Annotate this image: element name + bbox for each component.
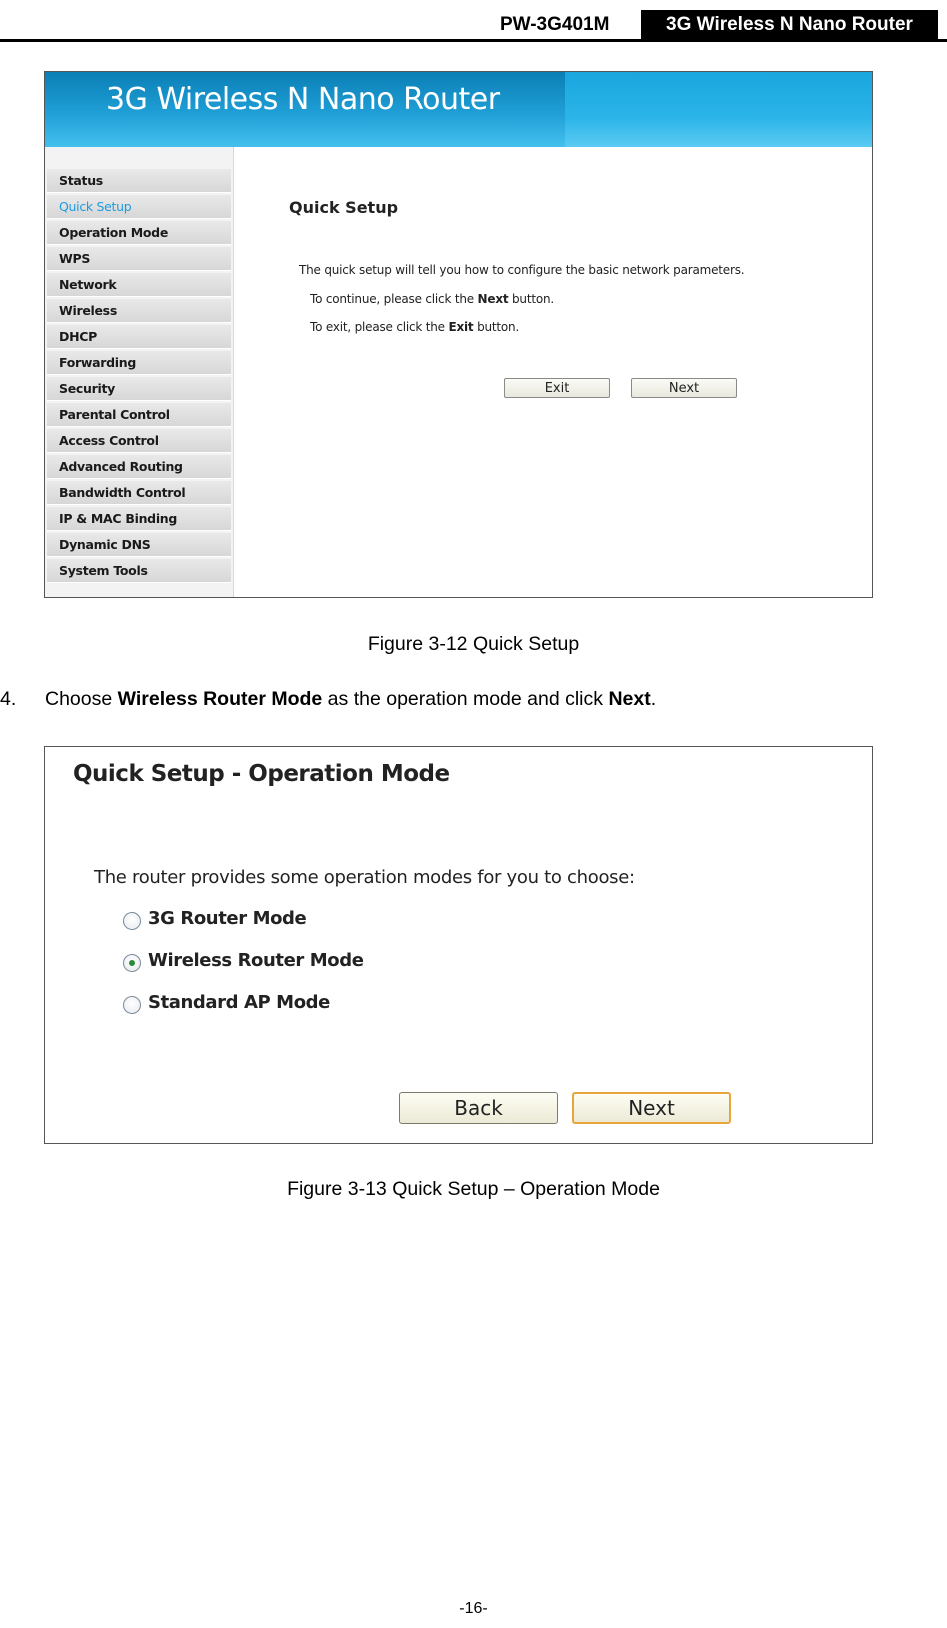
page-number: -16-: [459, 1600, 488, 1617]
radio-3g-router-mode[interactable]: [123, 912, 141, 930]
quick-setup-content: [234, 147, 872, 597]
option-label: Wireless Router Mode: [148, 950, 364, 971]
page-title: Quick Setup: [289, 198, 399, 217]
sidebar-item-ip-mac-binding[interactable]: IP & MAC Binding: [47, 507, 231, 531]
sidebar-item-dhcp[interactable]: DHCP: [47, 325, 231, 349]
sidebar-item-access-control[interactable]: Access Control: [47, 429, 231, 453]
sidebar-item-parental-control[interactable]: Parental Control: [47, 403, 231, 427]
header-rule: [0, 39, 947, 42]
next-button[interactable]: Next: [631, 378, 737, 398]
option-label: 3G Router Mode: [148, 908, 307, 929]
intro-text: The quick setup will tell you how to configure the basic network parameters.: [299, 263, 745, 277]
sidebar-item-quick-setup[interactable]: Quick Setup: [47, 195, 231, 219]
sidebar-item-forwarding[interactable]: Forwarding: [47, 351, 231, 375]
sidebar-item-wireless[interactable]: Wireless: [47, 299, 231, 323]
router-sidebar: [45, 147, 234, 598]
sidebar-item-system-tools[interactable]: System Tools: [47, 559, 231, 583]
radio-selected-dot: [129, 960, 135, 966]
sidebar-item-dynamic-dns[interactable]: Dynamic DNS: [47, 533, 231, 557]
sidebar-item-wps[interactable]: WPS: [47, 247, 231, 271]
operation-mode-title: Quick Setup - Operation Mode: [73, 761, 450, 787]
product-name: 3G Wireless N Nano Router: [641, 10, 938, 40]
sidebar-item-bandwidth-control[interactable]: Bandwidth Control: [47, 481, 231, 505]
figure-caption-3-12: Figure 3-12 Quick Setup: [367, 633, 580, 655]
option-label: Standard AP Mode: [148, 992, 330, 1013]
exit-button[interactable]: Exit: [504, 378, 610, 398]
back-button[interactable]: Back: [399, 1092, 558, 1124]
model-number: PW-3G401M: [500, 14, 610, 35]
sidebar-item-operation-mode[interactable]: Operation Mode: [47, 221, 231, 245]
document-header: [0, 0, 947, 42]
continue-instruction: To continue, please click the Next button.: [310, 292, 554, 306]
figure-operation-mode: [44, 746, 873, 1144]
radio-wireless-router-mode[interactable]: [123, 954, 141, 972]
router-banner-title: 3G Wireless N Nano Router: [106, 82, 500, 117]
router-banner: [45, 72, 872, 147]
radio-standard-ap-mode[interactable]: [123, 996, 141, 1014]
figure-quick-setup: [44, 71, 873, 598]
sidebar-item-network[interactable]: Network: [47, 273, 231, 297]
sidebar-item-security[interactable]: Security: [47, 377, 231, 401]
sidebar-item-advanced-routing[interactable]: Advanced Routing: [47, 455, 231, 479]
operation-mode-intro: The router provides some operation modes for you to choose:: [94, 867, 635, 888]
step-number: 4.: [0, 688, 17, 710]
exit-instruction: To exit, please click the Exit button.: [310, 320, 520, 334]
step-text: Choose Wireless Router Mode as the operation mode and click Next.: [45, 688, 657, 710]
figure-caption-3-13: Figure 3-13 Quick Setup – Operation Mode: [287, 1178, 660, 1200]
sidebar-item-status[interactable]: Status: [47, 169, 231, 193]
next-button[interactable]: Next: [572, 1092, 731, 1124]
